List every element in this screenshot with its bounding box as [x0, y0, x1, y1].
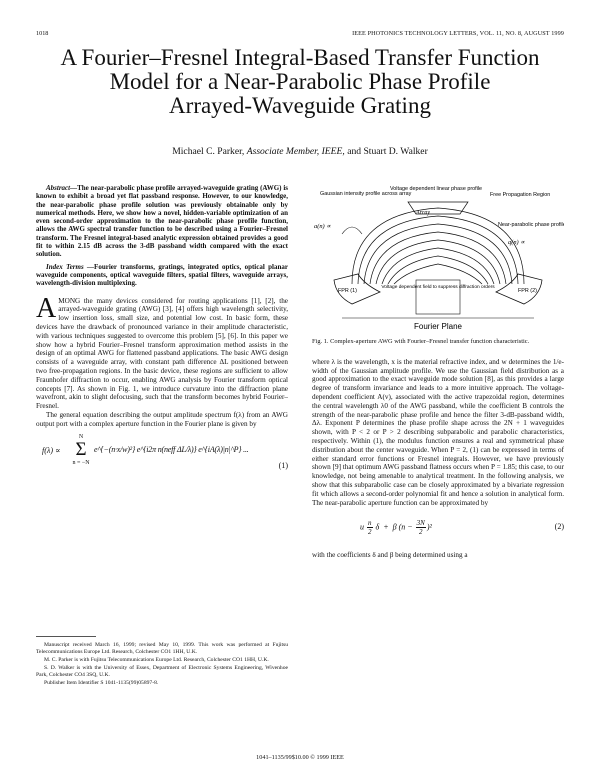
- label-fpr-right: Free Propagation Region: [490, 192, 551, 198]
- copyright-footer: 1041–1135/99$10.00 © 1999 IEEE: [256, 754, 344, 761]
- drop-cap: A: [36, 292, 57, 324]
- eq2-fraction-1: $\frac{n}{2}$: [368, 519, 372, 537]
- journal-header: IEEE PHOTONICS TECHNOLOGY LETTERS, VOL. 11, NO. 8, AUGUST 1999: [352, 30, 564, 37]
- summation-symbol: [72, 433, 90, 469]
- equation-2: [312, 513, 564, 547]
- sigma-glyph: Σ: [75, 439, 87, 461]
- right-column: [312, 184, 564, 560]
- figure-1-caption: Fig. 1. Complex-aperture AWG with Fourier–Fresnel transfer function characteristic.: [312, 338, 530, 345]
- title-line-2: Model for a Near-Parabolic Phase Profile: [109, 69, 491, 94]
- label-gaussian: Gaussian intensity profile across array: [320, 191, 412, 197]
- index-terms-lead: Index Terms —: [46, 262, 95, 271]
- index-terms: [36, 263, 288, 288]
- left-column: [36, 184, 288, 477]
- right-paragraph-1: where λ is the wavelength, x is the material refractive index, and w determines the 1/e-width of the Gaussian amplitude profile. We use the Gaussian field distribution as a good approximation to the exact waveguide mode solution [8], as this provides a large degree of transform invariance and leads to a more intuitive approach. The voltage-dependent coefficient A(v), associated with the active trapezoidal region, determines the central wavelength λ0 of the AWG passband, while the coefficient B controls the strength of the near-parabolic phase profile and hence the filter 3-dB-passband width, Δλ. Exponent P determines the phase profile shape across the 2N + 1 waveguides shown, with P < 2 or P > 2 describing subparabolic and parabolic characteristics, respectively. Within (1), the modulus function ensures a real and symmetrical phase distribution about the center waveguide. When P = 2, (1) can be expressed in terms of either standard error functions or Fresnel integrals. However, we have previously shown [9] that optimum AWG passband flatness occurs when P = 1.85; this case, to our knowledge, not being amenable to analytical treatment. In the following analysis, we show that this subparabolic case can be closely approximated by a bivariate regression fit which allows a second-order polynomial fit and hence a solution in analytical form. The near-parabolic aperture function can be approximated by: [312, 357, 564, 507]
- label-array: Array: [416, 210, 430, 216]
- label-q-equation: q(n) ∝: [508, 239, 525, 246]
- eq2-lhs: u: [360, 522, 364, 532]
- figure-1: [312, 184, 564, 332]
- eq2-coef-beta: β: [392, 522, 397, 532]
- label-voltage-field: Voltage dependent field to suppress diffraction orders: [381, 285, 495, 290]
- sum-upper-limit: N: [78, 433, 84, 440]
- page-number: 1018: [36, 30, 49, 37]
- title-line-3: Arrayed-Waveguide Grating: [169, 93, 431, 118]
- label-a-equation: a(n) ∝: [314, 223, 331, 230]
- equation-2-expression: u $\frac{n}{2}$ δ + β (n − $\frac{3N}{2}$ )²: [360, 519, 432, 537]
- footnote-manuscript: Manuscript received March 16, 1999; revised May 10, 1999. This work was performed at Fujitsu Telecommunications Europe Ltd. Research, Colchester CO1 1HH, U.K.: [36, 642, 288, 655]
- awg-diagram: [312, 184, 564, 332]
- footnote-publisher-id: Publisher Item Identifier S 1041-1135(99)05897-8.: [44, 680, 159, 686]
- equation-1-lhs: f(λ) ∝: [42, 445, 61, 455]
- abstract-text: The near-parabolic phase profile arrayed-waveguide grating (AWG) is known to exhibit a broad yet flat passband response. However, to our knowledge, the near-parabolic phase profile solution was previously obtainable only by numerical methods. Here, we show how a novel, hidden-variable optimization of an even second-order approximation to the near-parabolic phase profile function, allows the AWG spectral transfer function to be described using a Fourier–Fresnel transform. The Fresnel integral-based analytic expression obtained provides a good fit to within 2.15 dB across the 3-dB passband width compared with the exact solution.: [36, 184, 288, 259]
- intro-text: MONG the many devices considered for routing applications [1], [2], the arrayed-waveguide grating (AWG) [3], [4] offers high wavelength selectivity, low insertion loss, small size, and potential low cost. In basic form, these devices have the drawback of pronounced variance in their amplitude characteristic, with various techniques suggested to overcome this problem [5], [6]. In this paper we show how a hybrid Fourier–Fresnel transform approximation method assists in the design of an optimal AWG for flattened passband applications. The basic AWG design consists of a waveguide array, with constant path difference ΔL positioned between two free-propagation regions. In the basic device, these regions are sufficient to allow Fraunhofer diffraction to occur, enabling AWG analysis by Fourier transform optical concepts [7]. As shown in Fig. 1, we introduce curvature into the diffraction plane wavefront, akin to slight defocusing, such that the transform becomes hybrid Fourier–Fresnel.: [36, 296, 288, 411]
- paper-title: [20, 46, 580, 118]
- eq2-fraction-2: $\frac{3N}{2}$: [416, 519, 425, 537]
- waveguide-array: [352, 208, 524, 284]
- abstract: [36, 184, 288, 259]
- right-paragraph-2: with the coefficients δ and β being determined using a: [312, 551, 468, 560]
- equation-1-number: (1): [278, 460, 288, 470]
- label-voltage-phase: Voltage dependent linear phase profile: [390, 186, 483, 192]
- label-fpr-2: FPR (2): [518, 288, 537, 294]
- equation-1: [36, 433, 288, 477]
- label-fourier-plane: Fourier Plane: [413, 322, 463, 331]
- abstract-lead: Abstract—: [46, 184, 78, 192]
- title-line-1: A Fourier–Fresnel Integral-Based Transfer Function: [60, 45, 540, 70]
- label-fpr-1: FPR (1): [338, 288, 357, 294]
- footnote-author-1: M. C. Parker is with Fujitsu Telecommunications Europe Ltd. Research, Colchester CO1 1HH, U.K.: [44, 657, 269, 663]
- label-near-parabolic: Near-parabolic phase profile: [498, 222, 564, 228]
- author-1: Michael C. Parker,: [172, 146, 245, 157]
- footnote-divider: [36, 636, 96, 637]
- index-terms-text: Fourier transforms, gratings, integrated optics, optical planar waveguide components, optical waveguide filters, spatial filters, waveguide arrays, wavelength-division multiplexing.: [36, 262, 288, 288]
- author-1-affiliation: Associate Member, IEEE,: [246, 146, 345, 157]
- footnotes: [36, 642, 288, 688]
- intro-paragraph-2: The general equation describing the output amplitude spectrum f(λ) from an AWG output port with a complex aperture function in the Fourier plane is given by: [36, 410, 288, 428]
- gaussian-curve: [342, 227, 362, 234]
- authors: [20, 146, 580, 157]
- intro-paragraph: [36, 292, 288, 411]
- equation-2-number: (2): [554, 522, 564, 532]
- footnote-author-2: S. D. Walker is with the University of Essex, Department of Electronic Systems Engineering, Wivenhoe Park, Colchester CO4 3SQ, U.K.: [36, 665, 288, 678]
- sum-lower-limit: n = −N: [72, 460, 90, 467]
- equation-1-rhs: e^{−(n·x/w)²} e^{i2π n(neff ΔL/λ)} e^{iA(λ)|n|^P} ...: [94, 444, 249, 454]
- eq2-coef-delta: δ: [375, 522, 380, 532]
- author-2: and Stuart D. Walker: [347, 146, 428, 157]
